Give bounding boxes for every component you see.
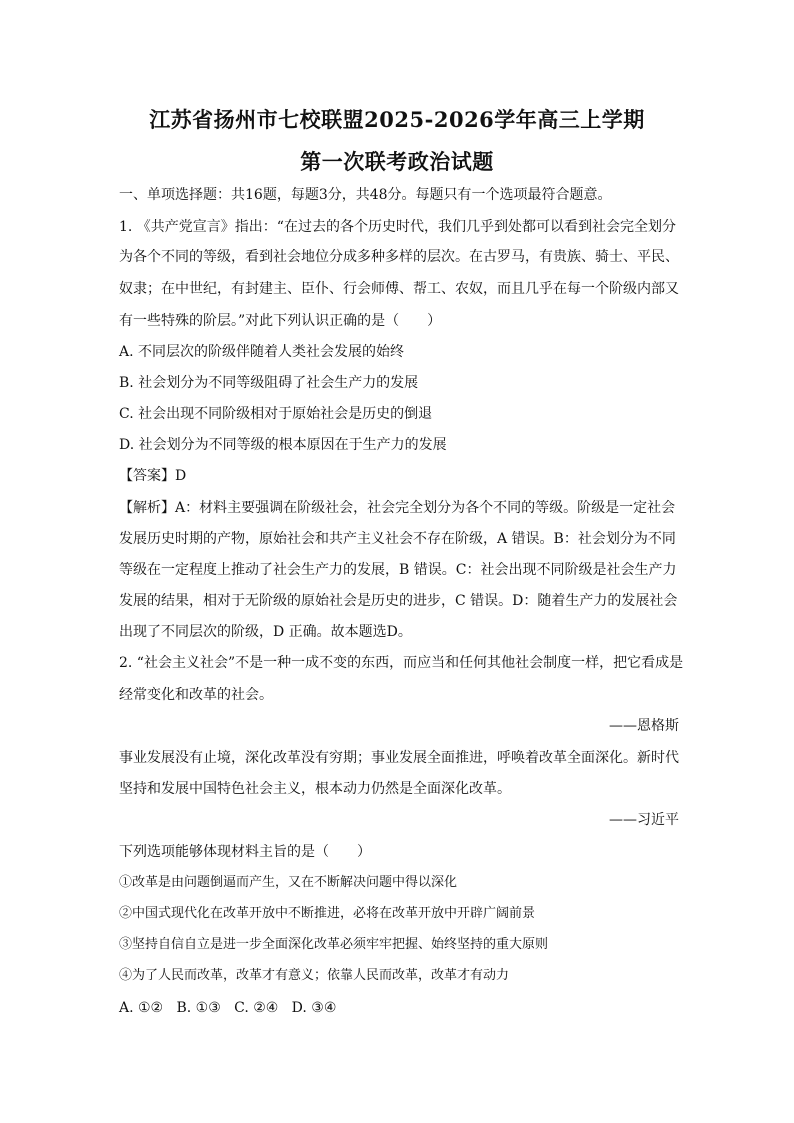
q1-analysis-line: 【解析】A：材料主要强调在阶级社会，社会完全划分为各个不同的等级。阶级是一定社会 [119,500,676,516]
q1-stem-line: 有一些特殊的阶层。”对此下列认识正确的是（ ） [119,313,442,329]
q1-analysis-line: 出现了不同层次的阶级，D 正确。故本题选D。 [119,624,412,640]
q1-analysis-line: 发展的结果，相对于无阶级的原始社会是历史的进步，C 错误。D：随着生产力的发展社会 [119,593,678,609]
q2-item: ①改革是由问题倒逼而产生，又在不断解决问题中得以深化 [119,875,458,890]
document-title-line1: 江苏省扬州市七校联盟2025-2026学年高三上学期 [149,107,645,132]
q2-quote1-line: 2. “社会主义社会”不是一种一成不变的东西，而应当和任何其他社会制度一样，把它看成是 [119,655,684,671]
q2-item: ③坚持自信自立是进一步全面深化改革必须牢牢把握、始终坚持的重大原则 [119,937,549,952]
q2-attribution-xi: ——习近平 [609,812,679,828]
q1-option-d: D. 社会划分为不同等级的根本原因在于生产力的发展 [119,437,447,453]
q1-option-c: C. 社会出现不同阶级相对于原始社会是历史的倒退 [119,406,433,422]
q2-item: ②中国式现代化在改革开放中不断推进，必将在改革开放中开辟广阔前景 [119,906,536,921]
q2-attribution-engels: ——恩格斯 [609,718,679,734]
q1-option-a: A. 不同层次的阶级伴随着人类社会发展的始终 [119,344,405,360]
q2-quote2-line: 事业发展没有止境，深化改革没有穷期；事业发展全面推进，呼唤着改革全面深化。新时代 [119,750,679,766]
section-heading: 一、单项选择题：共16题，每题3分，共48分。每题只有一个选项最符合题意。 [119,187,612,203]
q2-options: A. ①② B. ①③ C. ②④ D. ③④ [119,1000,337,1016]
document-title-line2: 第一次联考政治试题 [300,149,494,174]
q1-analysis-line: 发展历史时期的产物，原始社会和共产主义社会不存在阶级，A 错误。B：社会划分为不同 [119,531,676,547]
q1-stem-line: 为各个不同的等级，看到社会地位分成多种多样的层次。在古罗马，有贵族、骑士、平民、 [119,249,679,265]
q1-stem-line: 1. 《共产党宣言》指出：“在过去的各个历史时代，我们几乎到处都可以看到社会完全划分 [119,219,676,235]
q1-stem-line: 奴隶；在中世纪，有封建主、臣仆、行会师傅、帮工、农奴，而且几乎在每一个阶级内部又 [119,281,679,297]
q2-quote1-line: 经常变化和改革的社会。 [119,687,273,703]
q1-option-b: B. 社会划分为不同等级阻碍了社会生产力的发展 [119,375,419,391]
q2-item: ④为了人民而改革，改革才有意义；依靠人民而改革，改革才有动力 [119,968,510,983]
q1-analysis-line: 等级在一定程度上推动了社会生产力的发展，B 错误。C：社会出现不同阶级是社会生产力 [119,562,677,578]
q2-question: 下列选项能够体现材料主旨的是（ ） [119,844,371,860]
q2-quote2-line: 坚持和发展中国特色社会主义，根本动力仍然是全面深化改革。 [119,781,511,797]
q1-answer: 【答案】D [119,468,187,484]
